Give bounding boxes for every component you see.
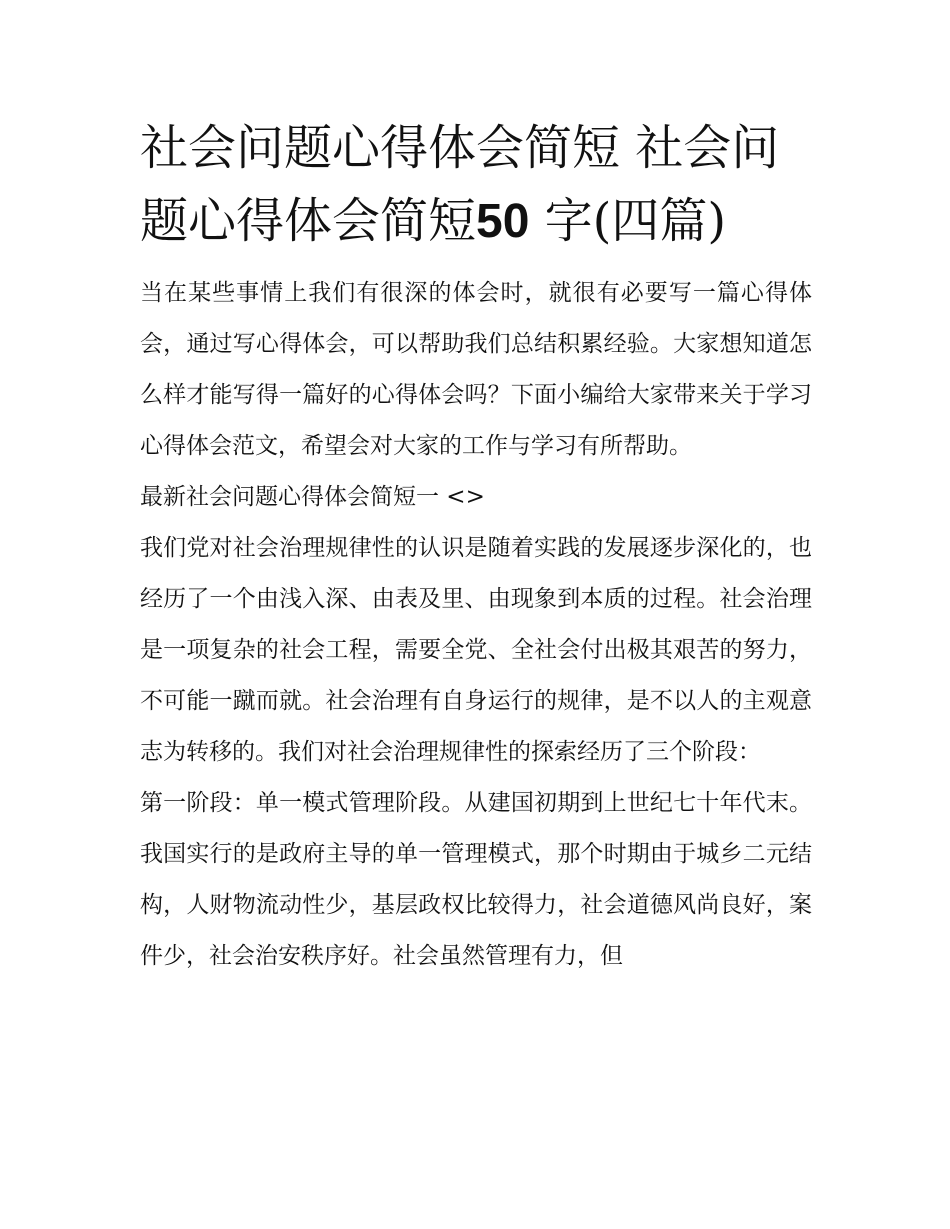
title-text-part1: 社会问题心得体会简短 社会问题心得体会简短 xyxy=(140,120,780,249)
title-number: 50 xyxy=(476,195,530,248)
document-page xyxy=(140,112,812,982)
body-paragraph: 我们党对社会治理规律性的认识是随着实践的发展逐步深化的，也经历了一个由浅入深、由表及里、由现象到本质的过程。社会治理是一项复杂的社会工程，需要全党、全社会付出极其艰苦的努力，不可能一蹴而就。社会治理有自身运行的规律，是不以人的主观意志为转移的。我们对社会治理规律性的探索经历了三个阶段： xyxy=(140,535,812,765)
body-paragraph: 第一阶段：单一模式管理阶段。从建国初期到上世纪七十年代末。我国实行的是政府主导的单一管理模式，那个时期由于城乡二元结构，人财物流动性少，基层政权比较得力，社会道德风尚良好，案件少，社会治安秩序好。社会虽然管理有力，但 xyxy=(140,790,812,969)
intro-paragraph: 当在某些事情上我们有很深的体会时，就很有必要写一篇心得体会，通过写心得体会，可以帮助我们总结积累经验。大家想知道怎么样才能写得一篇好的心得体会吗？下面小编给大家带来关于学习心得体会范文，希望会对大家的工作与学习有所帮助。 xyxy=(140,280,812,459)
document-title xyxy=(140,112,812,258)
title-text-part2: 字(四篇) xyxy=(529,193,727,249)
section-heading: 最新社会问题心得体会简短一 <> xyxy=(140,484,485,510)
